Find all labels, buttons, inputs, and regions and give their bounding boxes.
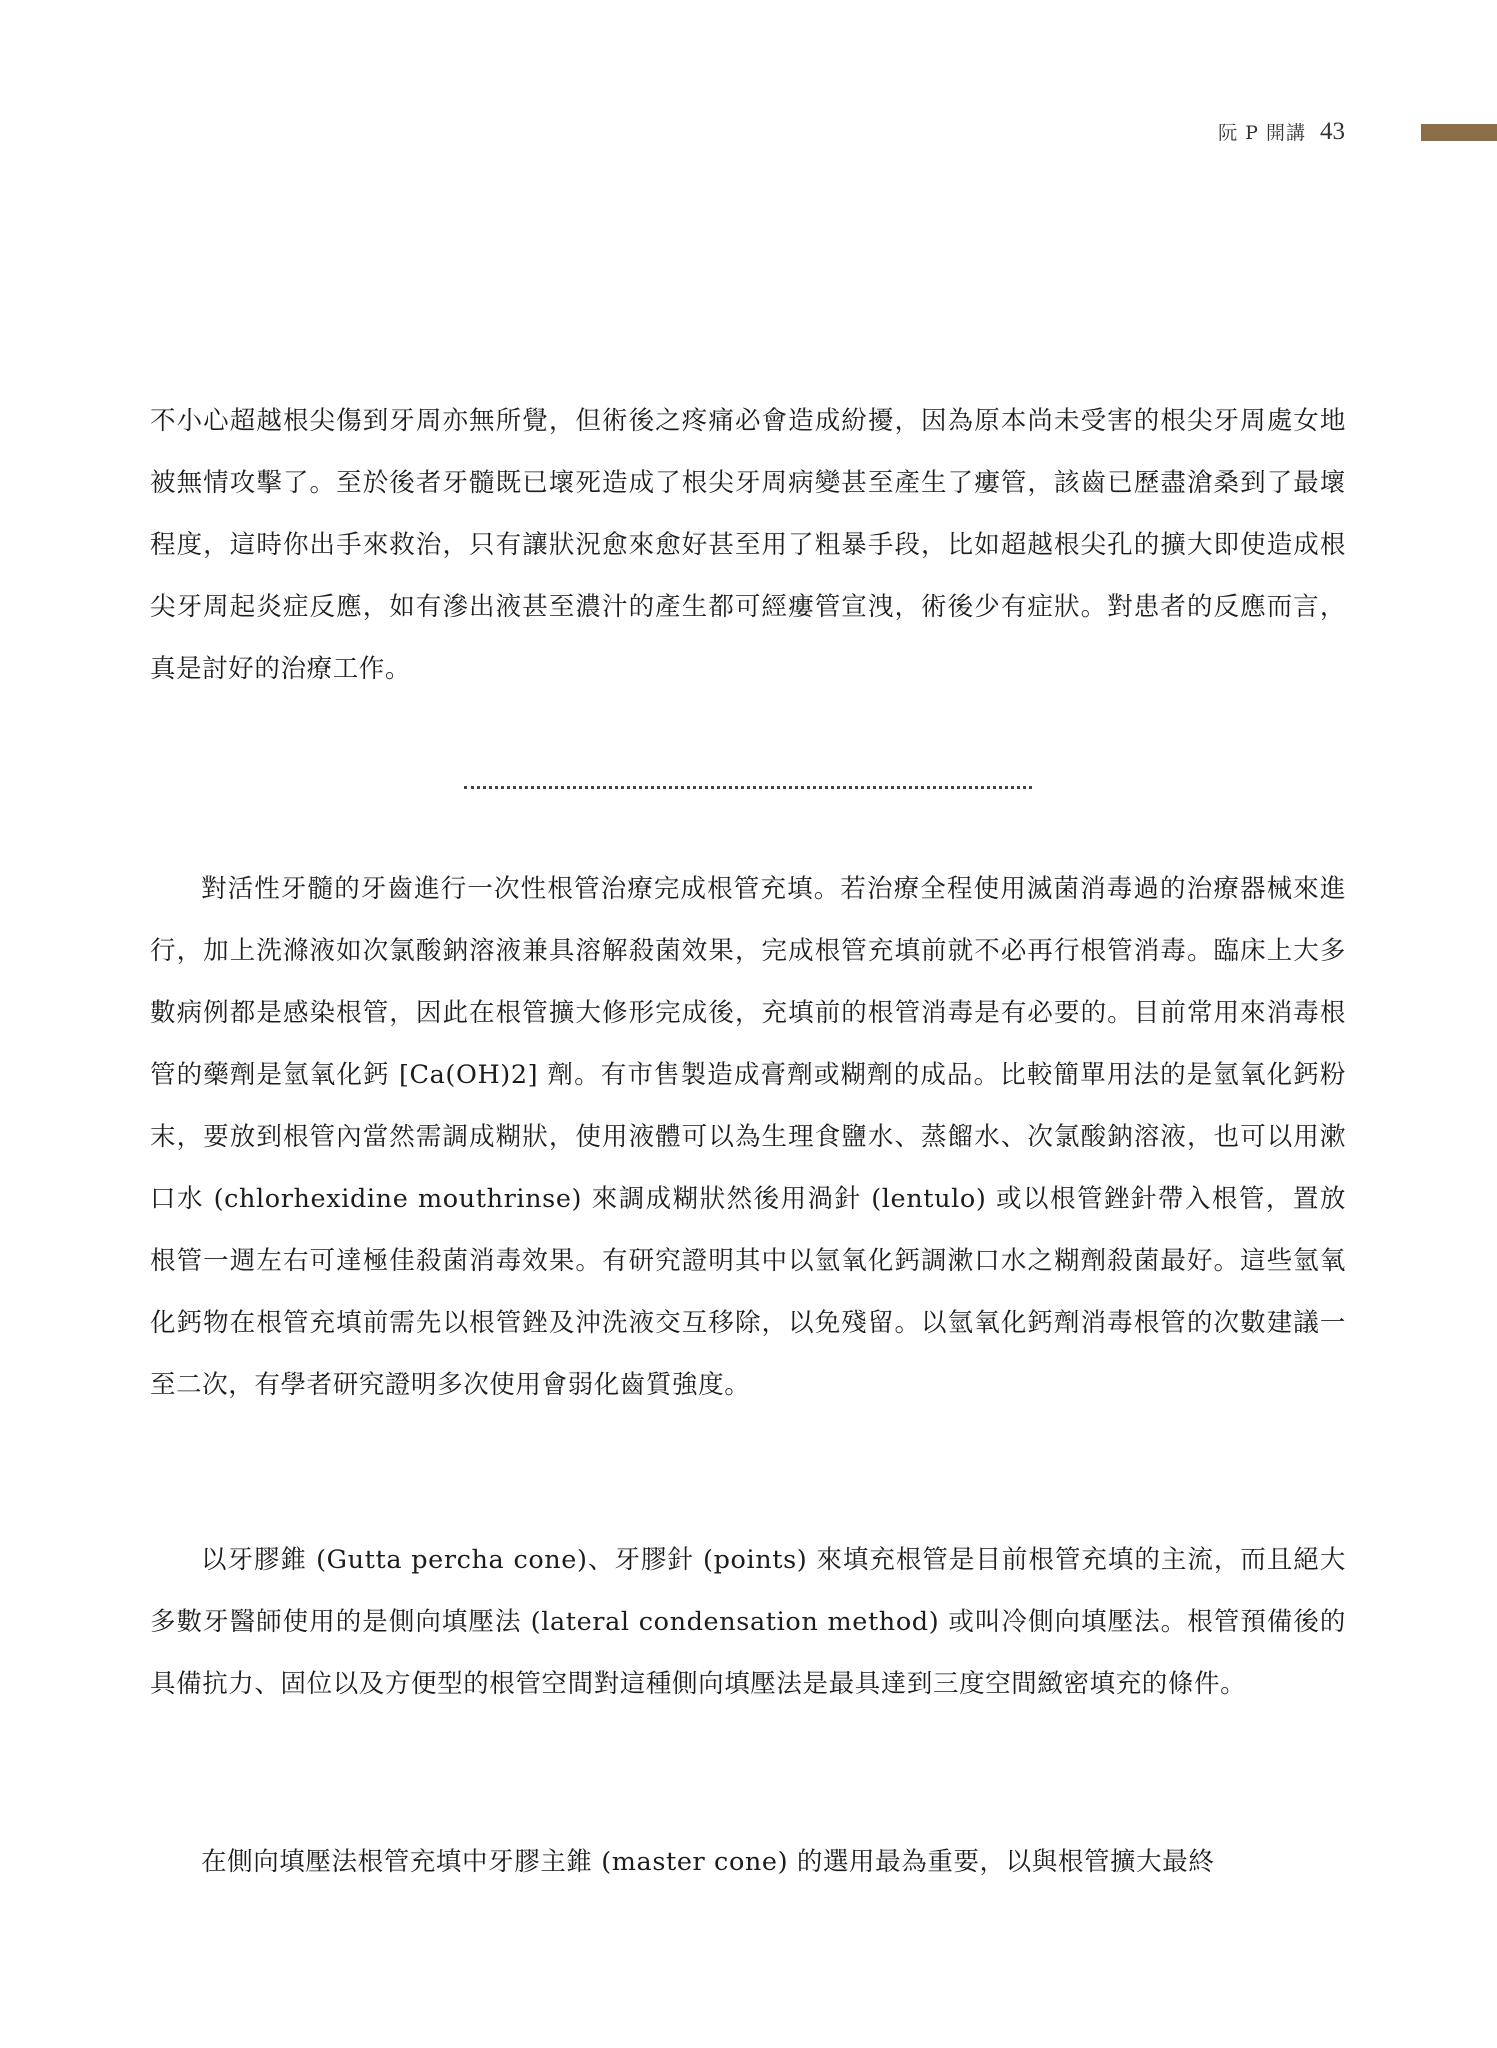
section-divider [464, 786, 1032, 789]
page-number: 43 [1320, 118, 1345, 145]
chapter-tab-bar [1421, 124, 1497, 141]
paragraph-3: 以牙膠錐 (Gutta percha cone)、牙膠針 (points) 來填充根管是目前根管充填的主流，而且絕大多數牙醫師使用的是側向填壓法 (lateral condensation method) 或叫冷側向填壓法。根管預備後的具備抗力、固位以及方便型的根管空間對這種側向填壓法是最具達到三度空間緻密填充的條件。 [150, 1545, 1346, 1699]
running-title: 阮 P 開講 [1218, 122, 1306, 144]
paragraph-2: 對活性牙髓的牙齒進行一次性根管治療完成根管充填。若治療全程使用滅菌消毒過的治療器械來進行，加上洗滌液如次氯酸鈉溶液兼具溶解殺菌效果，完成根管充填前就不必再行根管消毒。臨床上大多數病例都是感染根管，因此在根管擴大修形完成後，充填前的根管消毒是有必要的。目前常用來消毒根管的藥劑是氫氧化鈣 [Ca(OH)2] 劑。有市售製造成膏劑或糊劑的成品。比較簡單用法的是氫氧化鈣粉末，要放到根管內當然需調成糊狀，使用液體可以為生理食鹽水、蒸餾水、次氯酸鈉溶液，也可以用漱口水 (chlorhexidine mouthrinse) 來調成糊狀然後用渦針 (lentulo) 或以根管銼針帶入根管，置放根管一週左右可達極佳殺菌消毒效果。有研究證明其中以氫氧化鈣調漱口水之糊劑殺菌最好。這些氫氧化鈣物在根管充填前需先以根管銼及沖洗液交互移除，以免殘留。以氫氧化鈣劑消毒根管的次數建議一至二次，有學者研究證明多次使用會弱化齒質強度。 [150, 874, 1346, 1400]
paragraph-4: 在側向填壓法根管充填中牙膠主錐 (master cone) 的選用最為重要，以與根管擴大最終 [201, 1847, 1215, 1877]
paragraph-1: 不小心超越根尖傷到牙周亦無所覺，但術後之疼痛必會造成紛擾，因為原本尚未受害的根尖牙周處女地被無情攻擊了。至於後者牙髓既已壞死造成了根尖牙周病變甚至產生了瘻管，該齒已歷盡滄桑到了最壞程度，這時你出手來救治，只有讓狀況愈來愈好甚至用了粗暴手段，比如超越根尖孔的擴大即使造成根尖牙周起炎症反應，如有滲出液甚至濃汁的產生都可經瘻管宣洩，術後少有症狀。對患者的反應而言，真是討好的治療工作。 [150, 406, 1346, 684]
running-header [1218, 118, 1345, 146]
